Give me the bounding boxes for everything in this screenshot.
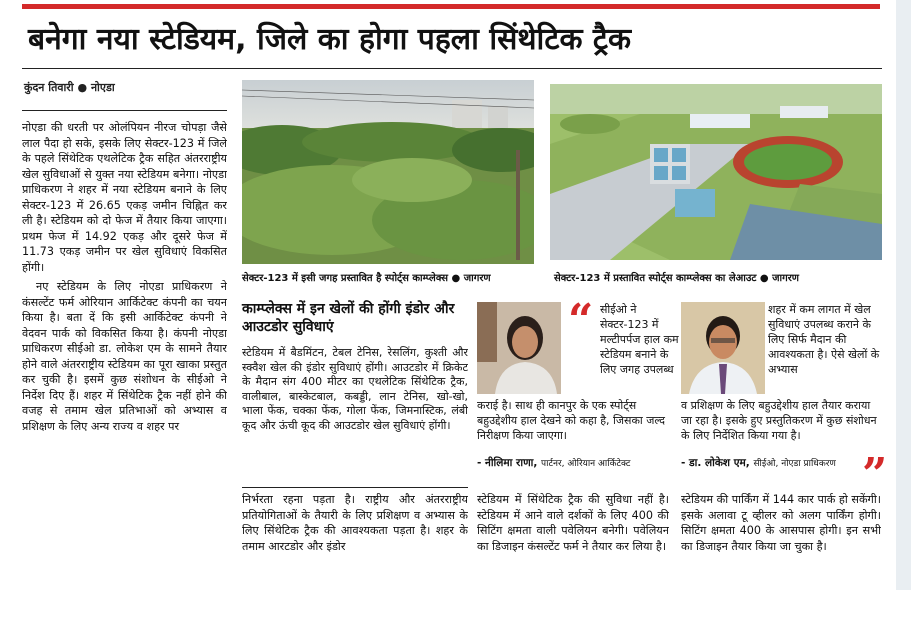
photo2-caption-text: सेक्टर-123 में प्रस्तावित स्पोर्ट्स काम्प्लेक्स का लेआउट — [554, 273, 757, 284]
article-column-1 — [22, 120, 227, 590]
portrait-image — [477, 302, 561, 394]
quote2-name: - डा. लोकेश एम, — [681, 457, 750, 469]
byline — [24, 80, 115, 95]
box-text: स्टेडियम में बैडमिंटन, टेबल टेनिस, रेसलिंग, कुश्ती और स्क्वैश खेल की इंडोर सुविधाएं होंगी। आउटडोर में क्रिकेट के मैदान संग 400 मीटर का एथलेटिक सिंथेटिक ट्रैक, वालीबाल, बास्केटबाल, कबड्डी, लान टेनिस, खो-खो, भाला फेंक, चक्का फेंक, गोला फेंक, जिमनास्टिक, लंबी कूद और ऊंची कूद की आउटडोर खेल सुविधाएं होंगी। — [242, 346, 468, 432]
site-photo — [242, 80, 534, 264]
portrait-image — [681, 302, 765, 394]
bullet: ● — [451, 273, 464, 284]
photo2-credit: जागरण — [772, 273, 800, 284]
site-photo-image — [242, 80, 534, 264]
layout-render-image — [550, 84, 882, 260]
photo1-credit: जागरण — [463, 273, 491, 284]
page-bottom-margin — [0, 590, 911, 622]
layout-render — [550, 84, 882, 260]
byline-place: नोएडा — [90, 81, 115, 94]
photo2-caption — [554, 270, 799, 284]
quote-mark: “ — [568, 295, 594, 346]
quote2-title: सीईओ, नोएडा प्राधिकरण — [753, 459, 836, 469]
box-rule — [242, 487, 468, 488]
headline-rule — [22, 68, 882, 69]
quote1-text-bottom: कराई है। साथ ही कानपुर के एक स्पोर्ट्स बहुउद्देशीय हाल देखने को कहा है, जिसका जल्द निरीक्षण किया जाएगा। — [477, 399, 666, 442]
quote1-name: - नीलिमा राणा, — [477, 457, 538, 469]
photo1-caption — [242, 270, 491, 284]
quote2-attribution — [681, 456, 861, 470]
article-column-3: स्टेडियम में सिंथेटिक ट्रैक की सुविधा नहीं है। स्टेडियम में आने वाले दर्शकों के लिए 400 की सिटिंग क्षमता वाली पवेलियन बनेगी। पवेलियन का डिजाइन कंसल्टेंट फर्म ने तैयार कर लिया है। — [477, 493, 669, 553]
quote1-title: पार्टनर, ओरियान आर्किटेक्ट — [541, 459, 631, 469]
adjacent-page-edge — [896, 0, 911, 622]
quote2-text-top: शहर में कम लागत में खेल सुविधाएं उपलब्ध कराने के लिए सिर्फ मैदान की आवश्यकता है। ऐसे खेलों के अभ्यास — [768, 303, 880, 376]
portrait-neelima-rana — [477, 302, 561, 394]
byline-author: कुंदन तिवारी — [24, 81, 74, 94]
headline: बनेगा नया स्टेडियम, जिले का होगा पहला सिंथेटिक ट्रैक — [28, 22, 632, 57]
top-red-rule — [22, 4, 880, 9]
bullet: ● — [759, 273, 773, 284]
photo1-caption-text: सेक्टर-123 में इसी जगह प्रस्तावित है स्पोर्ट्स काम्प्लेक्स — [242, 273, 448, 284]
quote-mark-close: ” — [862, 449, 888, 500]
article-column-2: निर्भरता रहना पड़ता है। राष्ट्रीय और अंतरराष्ट्रीय प्रतियोगिताओं के तैयारी के लिए प्रशिक्षण व अभ्यास के लिए सिंथेटिक ट्रैक की आवश्यकता पड़ता है। शहर के तमाम आरटडोर और इंडोर — [242, 493, 468, 553]
box-subhead: काम्प्लेक्स में इन खेलों की होंगी इंडोर और आउटडोर सुविधाएं — [242, 301, 455, 335]
paragraph: नोएडा की धरती पर ओलंपियन नीरज चोपड़ा जैसे लाल पैदा हो सके, इसके लिए सेक्टर-123 में जिले के पहले सिंथेटिक एथलेटिक ट्रैक सहित अंतरराष्ट्रीय खेल सुविधाओं से युक्त नया स्टेडियम बनेगा। नोएडा प्राधिकरण ने शहर में नया स्टेडियम बनाने के लिए सेक्टर-123 में 26.65 एकड़ जमीन चिह्नित कर ली है। स्टेडियम को दो फेज में तैयार किया जाएगा। प्रथम फेज में 14.92 एकड़ और दूसरे फेज में 11.73 एकड़ जमीन पर खेल सुविधाएं विकसित होंगी। — [22, 121, 227, 274]
portrait-lokesh-m — [681, 302, 765, 394]
quote1-text-top: सीईओ ने सेक्टर-123 में मल्टीपर्पज हाल कम स्टेडियम बनाने के लिए जगह उपलब्ध — [600, 303, 679, 376]
quote1-attribution — [477, 456, 677, 470]
quote2-text-bottom: व प्रशिक्षण के लिए बहुउद्देशीय हाल तैयार कराया जा रहा है। इसके हुए प्रस्तुतिकरण में कुछ संशोधन के लिए निर्देशित किया गया है। — [681, 399, 877, 442]
bullet: ● — [77, 81, 91, 94]
byline-rule — [22, 110, 227, 111]
paragraph: नए स्टेडियम के लिए नोएडा प्राधिकरण ने कंसल्टेंट फर्म ओरियान आर्किटेक्ट कंपनी का चयन किया है। बता दें कि इसी आर्किटेक्ट कंपनी ने वेदवन पार्क को विकसित किया है। कंपनी नोएडा प्राधिकरण सीईओ डा. लोकेश एम के सामने तैयार होने वाले अंतरराष्ट्रीय स्टेडियम का पूरा खाका प्रस्तुत कर चुकी है। इसमें कुछ संशोधन के सीईओ ने निर्देश दिए हैं। शहर में सिंथेटिक ट्रैक नहीं होने की वजह से तमाम खेल प्रतिभाओं को अभ्यास व प्रशिक्षण के लिए अन्य राज्य व शहर पर — [22, 280, 227, 433]
article-column-4: स्टेडियम की पार्किंग में 144 कार पार्क हो सकेंगी। इसके अलावा टू व्हीलर को अलग पार्किंग होगी। सिटिंग क्षमता 400 के आसपास होगी। इन सभी का डिजाइन तैयार किया जा चुका है। — [681, 493, 881, 553]
